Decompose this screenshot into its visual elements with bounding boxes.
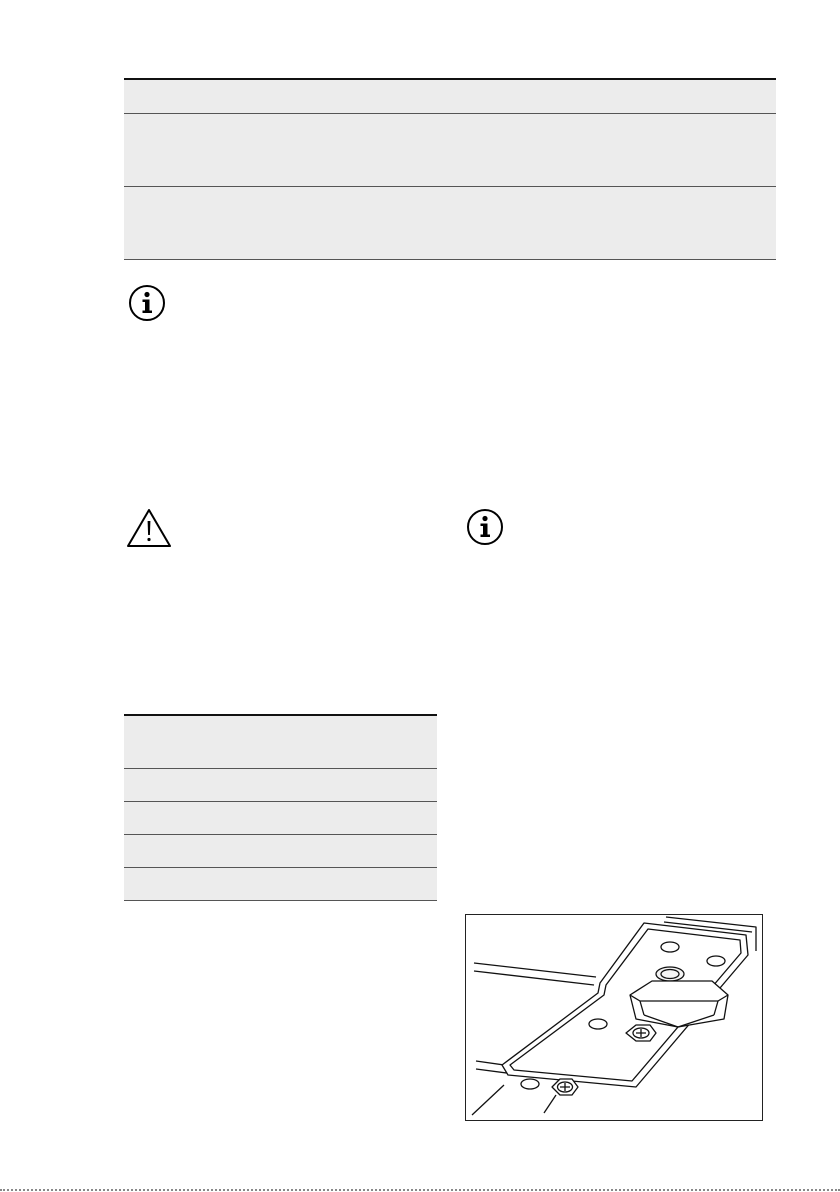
table-row bbox=[124, 802, 437, 835]
table-row bbox=[124, 114, 776, 187]
top-table bbox=[124, 78, 776, 260]
table-header-row bbox=[124, 716, 437, 769]
small-table bbox=[124, 714, 437, 901]
table-row bbox=[124, 187, 776, 260]
table-row bbox=[124, 80, 776, 114]
info-icon bbox=[466, 508, 504, 546]
info-icon bbox=[128, 284, 166, 322]
table-row bbox=[124, 769, 437, 802]
table-row bbox=[124, 868, 437, 901]
warning-icon bbox=[126, 507, 172, 549]
page-edge-line bbox=[0, 1189, 840, 1191]
foot-bracket-illustration bbox=[465, 914, 763, 1121]
table-row bbox=[124, 835, 437, 868]
